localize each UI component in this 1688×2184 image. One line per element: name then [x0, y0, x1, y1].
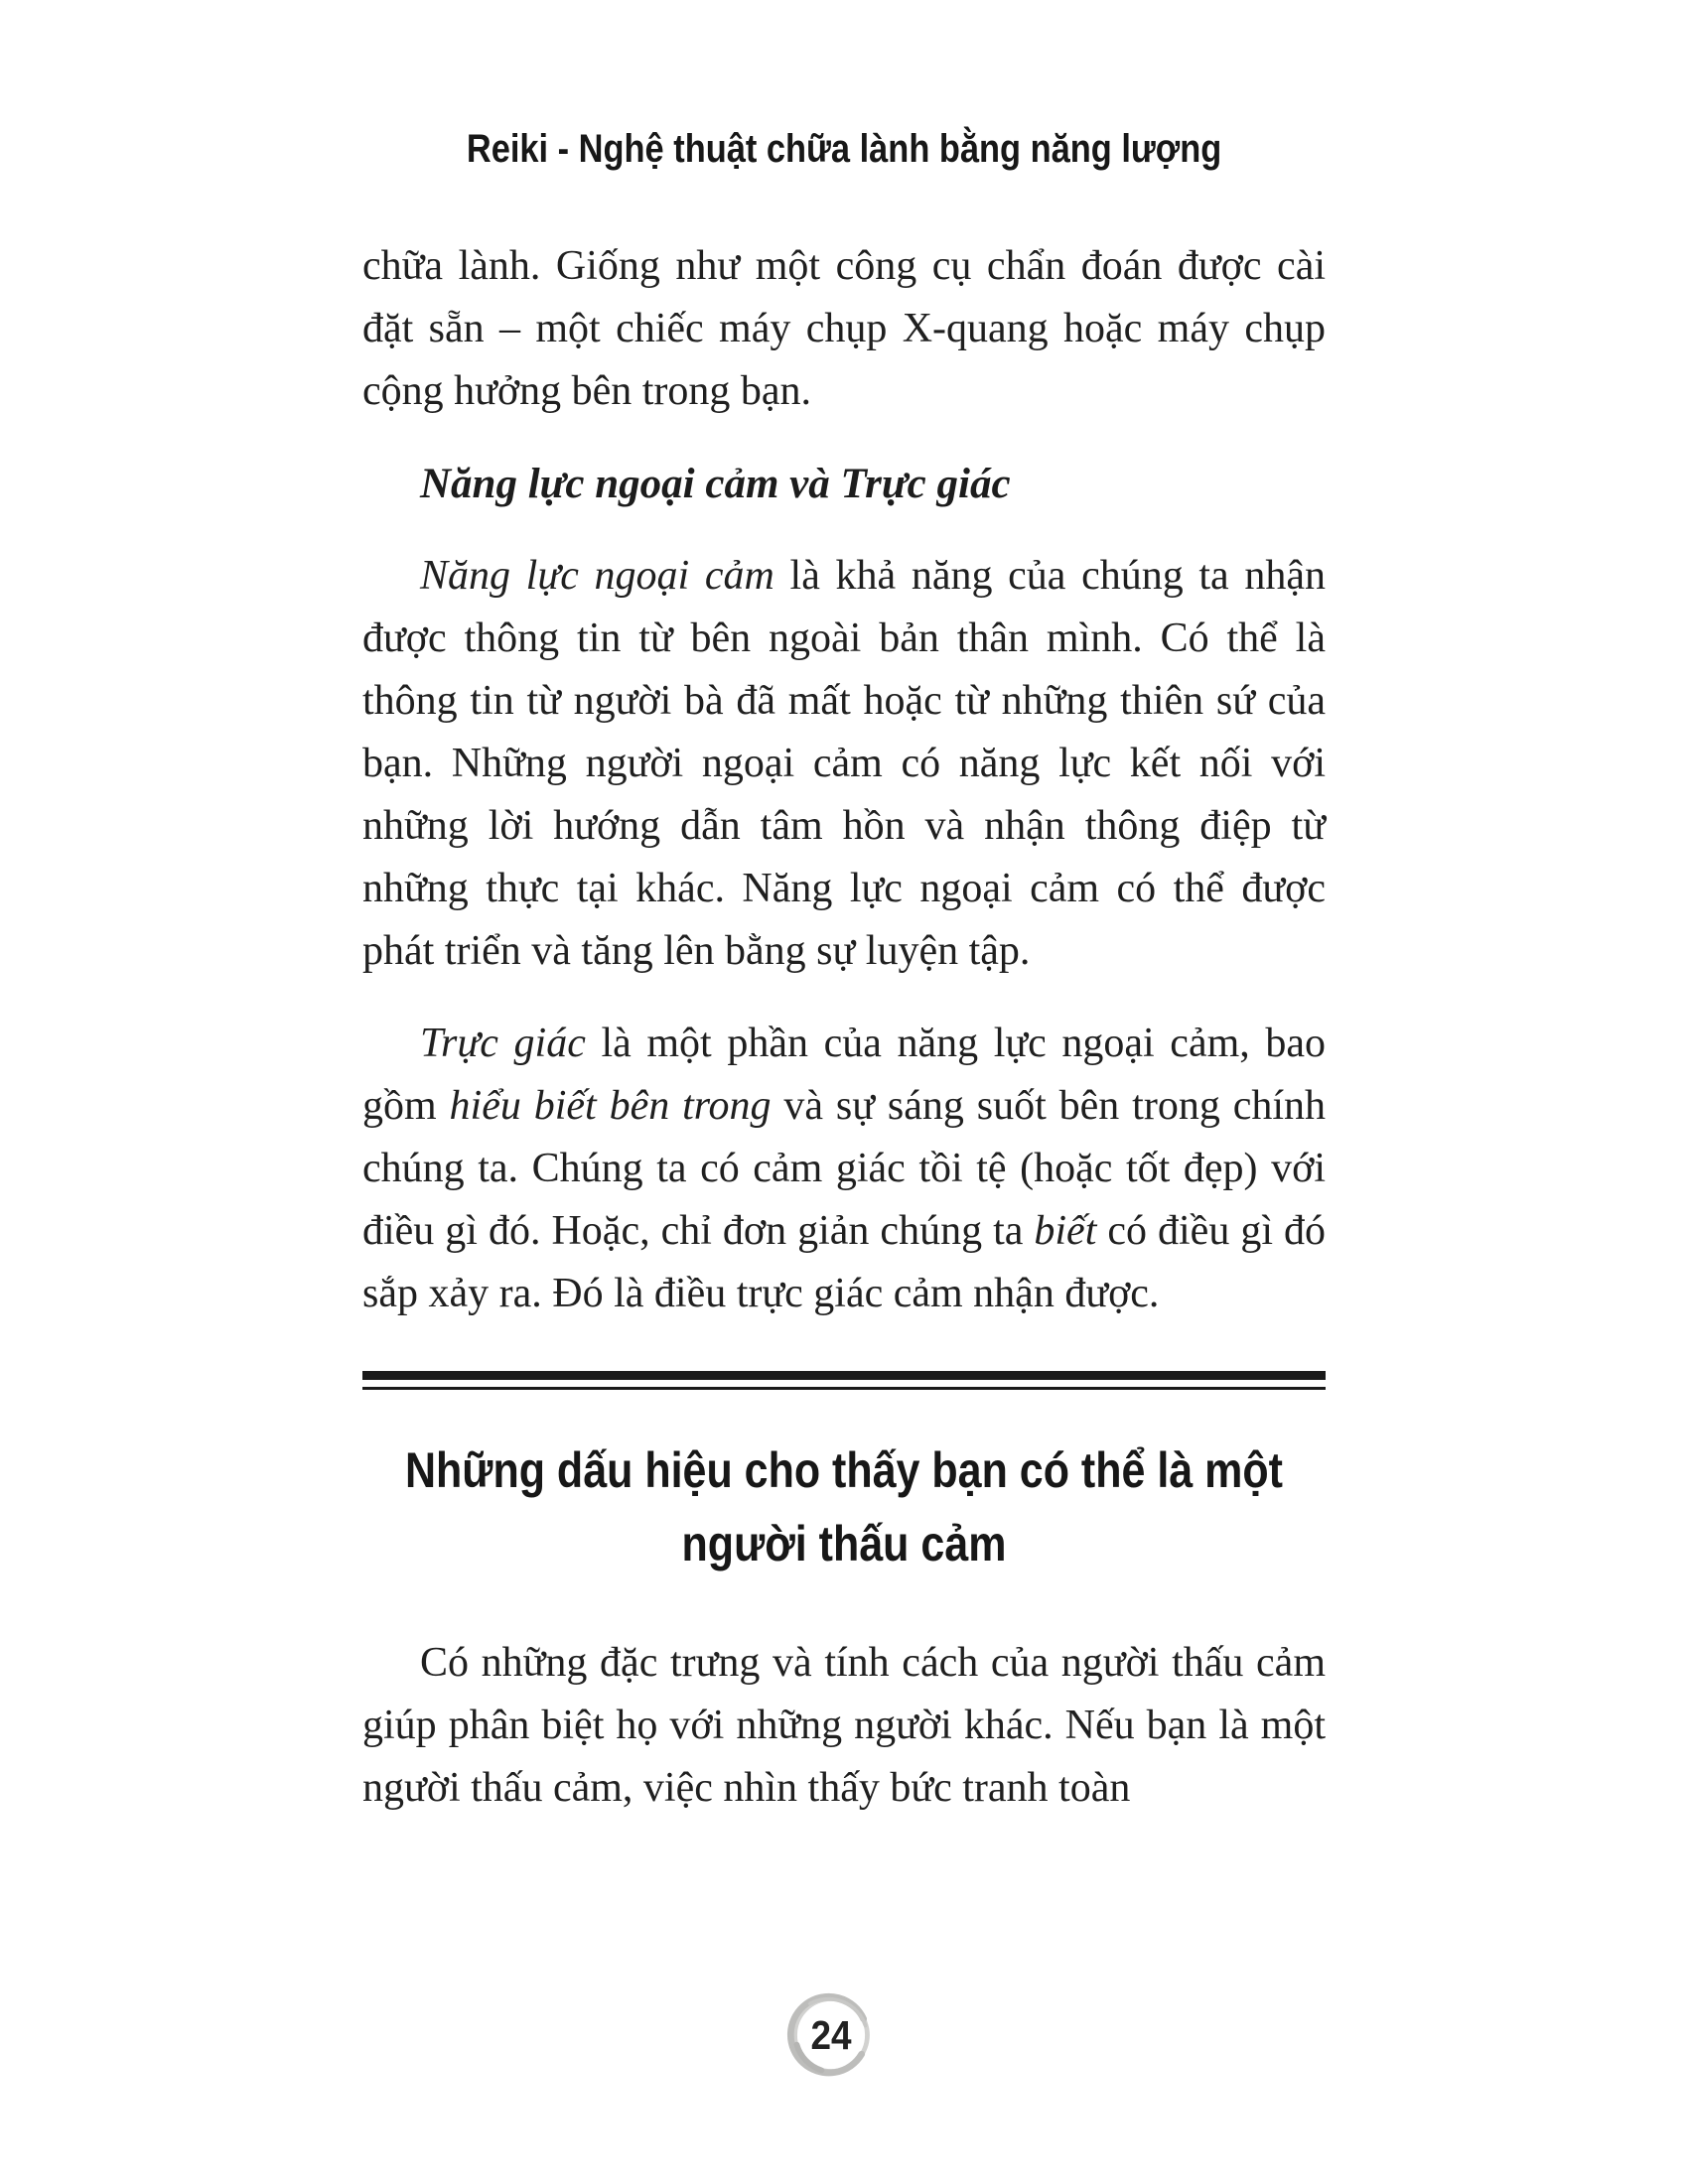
divider-thick-rule: [362, 1371, 1326, 1380]
body-paragraph-1: chữa lành. Giống như một công cụ chẩn đoán được cài đặt sẵn – một chiếc máy chụp X-quang hoặc máy chụp cộng hưởng bên trong bạn.: [362, 243, 1326, 414]
running-header: [362, 127, 1326, 172]
divider-thin-rule: [362, 1387, 1326, 1390]
running-header-text: Reiki - Nghệ thuật chữa lành bằng năng lượng: [466, 127, 1222, 171]
subheading-psychic-intuition: Năng lực ngoại cảm và Trực giác: [420, 461, 1011, 507]
page-number-badge: [783, 1986, 879, 2084]
page-number: 24: [810, 2011, 852, 2058]
section-heading-text: Những dấu hiệu cho thấy bạn có thể là một người thấu cảm: [404, 1442, 1284, 1571]
body-paragraph-4: Có những đặc trưng và tính cách của người thấu cảm giúp phân biệt họ với những người khác. Nếu bạn là một người thấu cảm, việc nhìn thấy bức tranh toàn: [362, 1640, 1326, 1811]
section-divider: [362, 1371, 1326, 1390]
text-column: [362, 0, 1326, 1820]
body-paragraph-3: Trực giác là một phần của năng lực ngoại cảm, bao gồm hiểu biết bên trong và sự sáng suốt bên trong chính chúng ta. Chúng ta có cảm giác tồi tệ (hoặc tốt đẹp) với điều gì đó. Hoặc, chỉ đơn giản chúng ta biết có điều gì đó sắp xảy ra. Đó là điều trực giác cảm nhận được.: [362, 1021, 1326, 1316]
body-paragraph-2: Năng lực ngoại cảm là khả năng của chúng ta nhận được thông tin từ bên ngoài bản thân mình. Có thể là thông tin từ người bà đã mất hoặc từ những thiên sứ của bạn. Những người ngoại cảm có năng lực kết nối với những lời hướng dẫn tâm hồn và nhận thông điệp từ những thực tại khác. Năng lực ngoại cảm có thể được phát triển và tăng lên bằng sự luyện tập.: [362, 553, 1326, 974]
section-heading: [362, 1433, 1326, 1580]
